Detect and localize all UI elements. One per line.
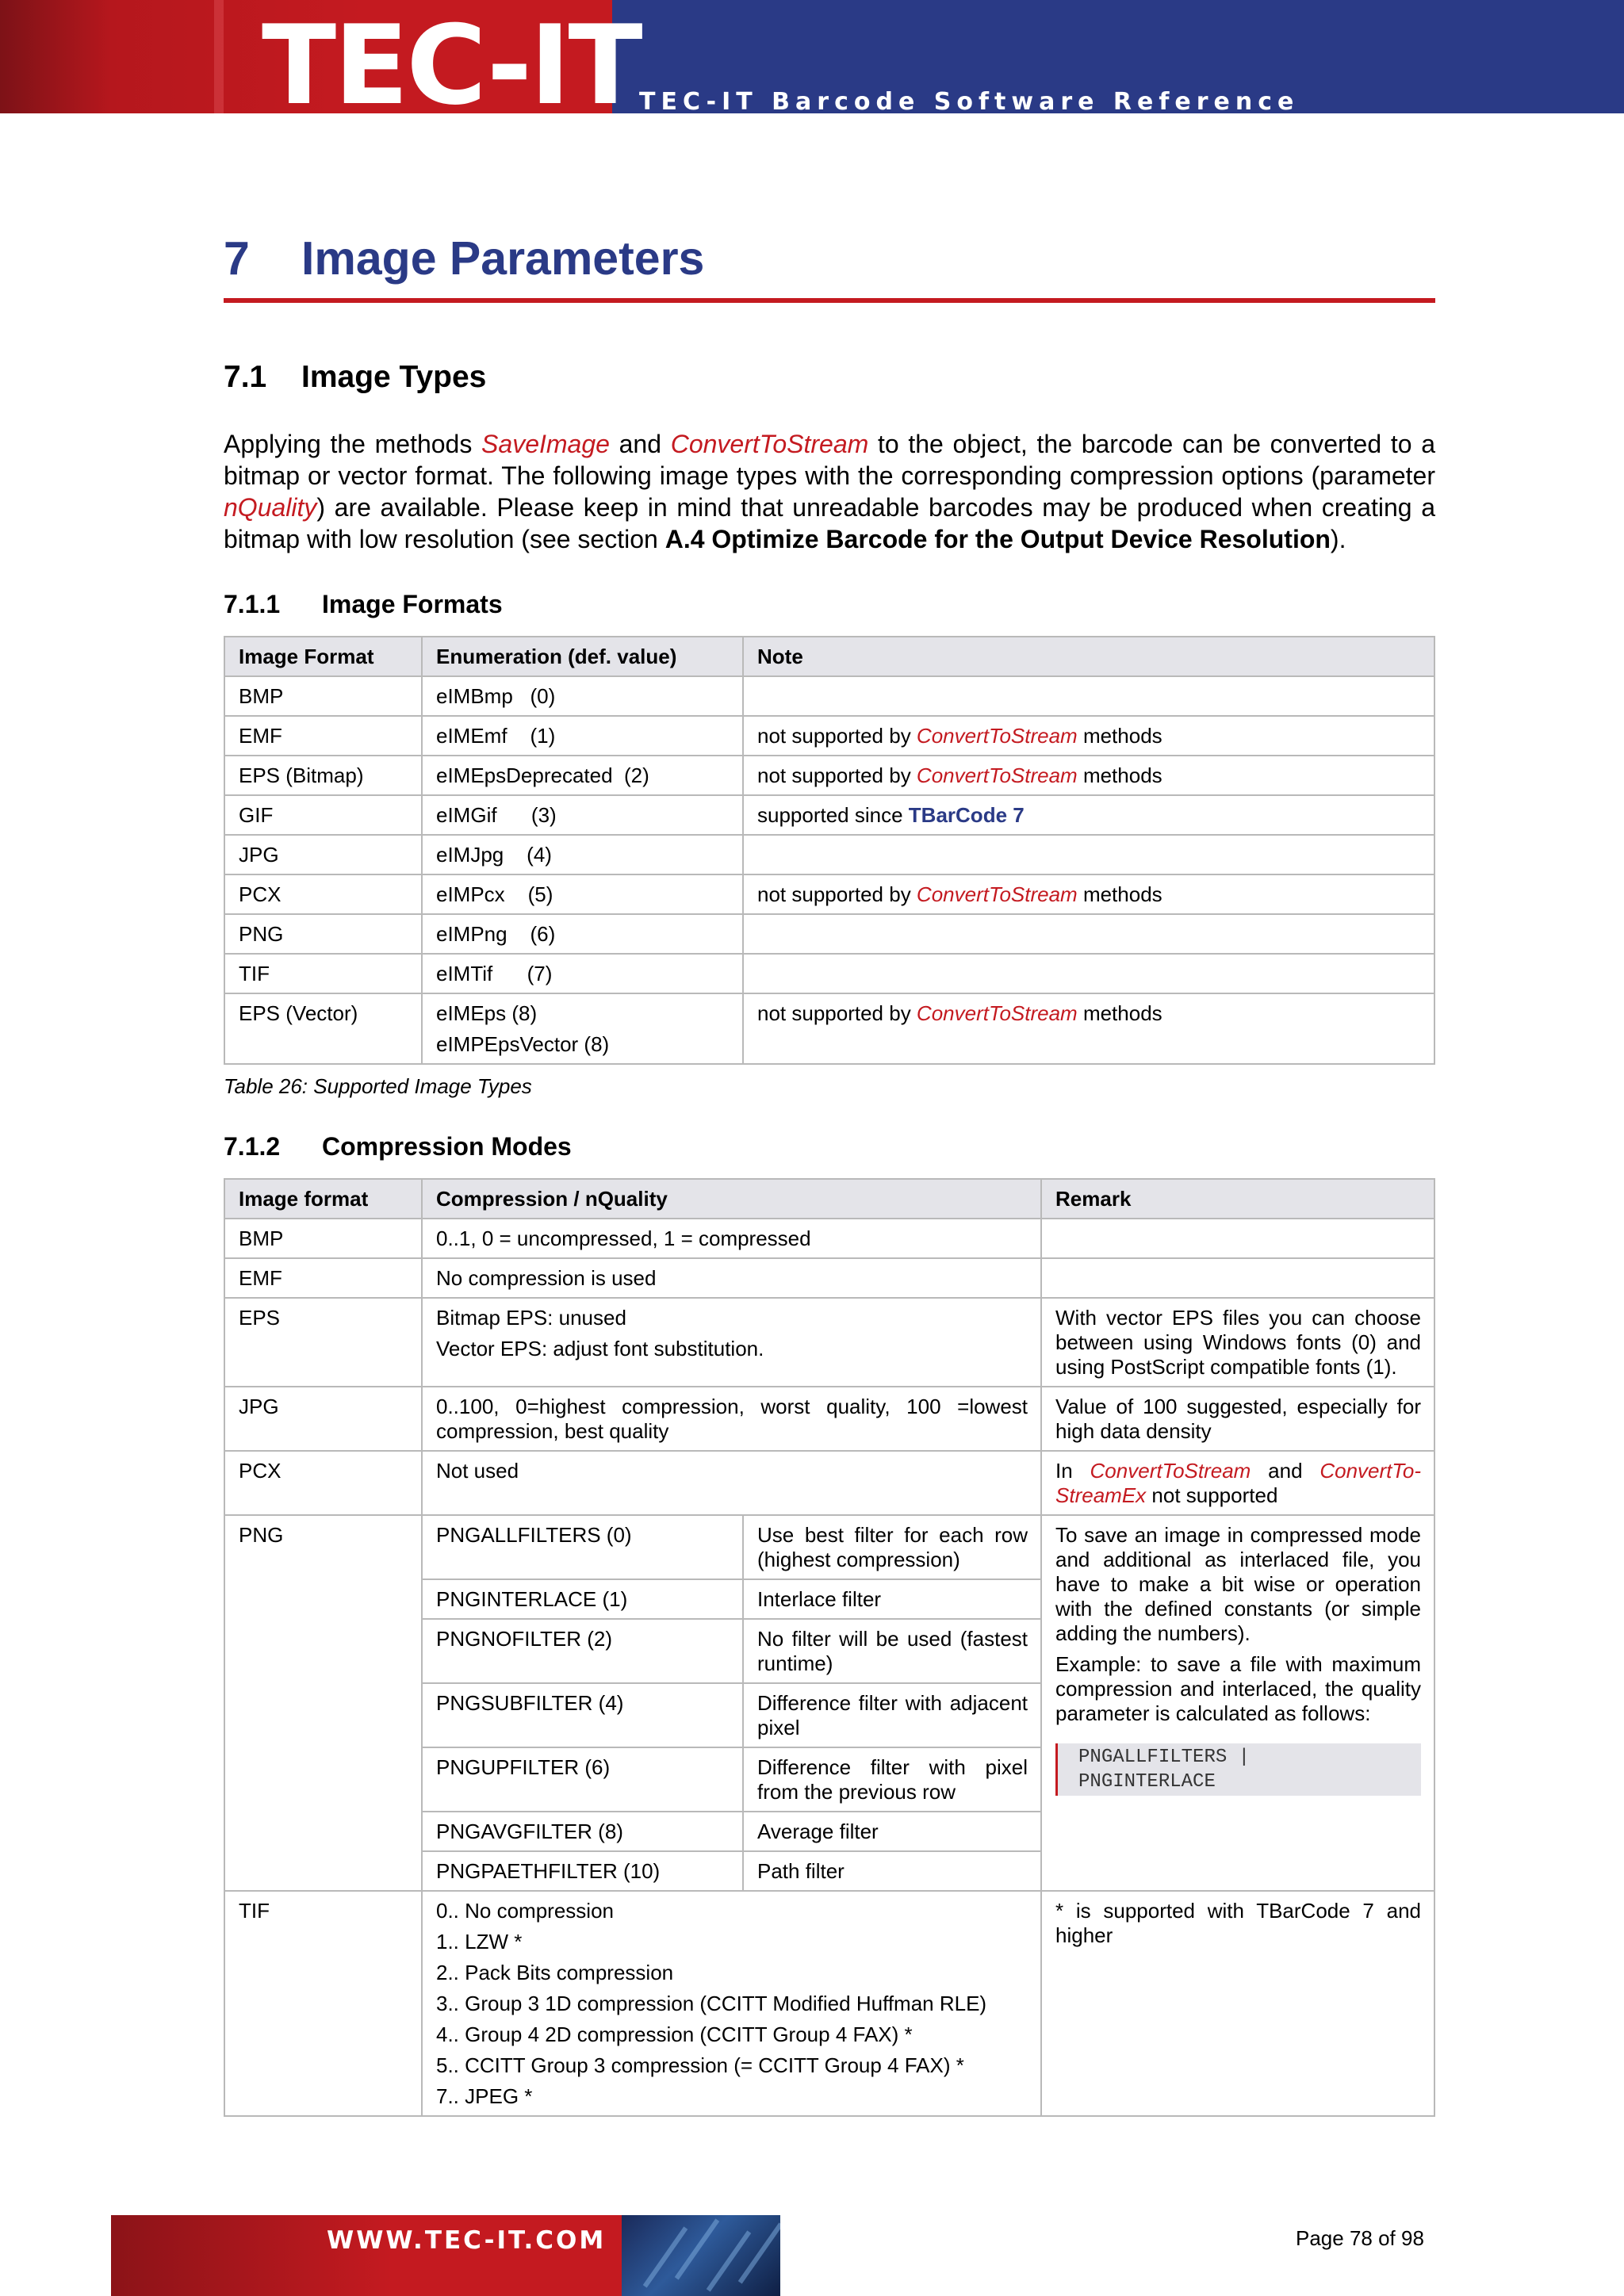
table-row	[224, 1515, 1434, 1579]
enum-cell: eIMPng (6)	[422, 914, 743, 954]
enum-cell: eIMEpsDeprecated (2)	[422, 756, 743, 795]
remark-text: and	[1251, 1459, 1320, 1483]
table-caption: Table 26: Supported Image Types	[224, 1074, 532, 1098]
subsection-title: Image Formats	[322, 590, 503, 618]
format-cell: EPS (Vector)	[224, 993, 422, 1064]
table-row	[224, 1387, 1434, 1451]
table-row	[224, 756, 1434, 795]
note-cell	[743, 874, 1434, 914]
format-cell: PNG	[224, 914, 422, 954]
format-cell: JPG	[224, 835, 422, 874]
format-cell: TIF	[224, 954, 422, 993]
remark-cell: With vector EPS files you can choose between using Windows fonts (0) and using PostScript compatible fonts (1).	[1041, 1298, 1434, 1387]
enum-cell: eIMTif (7)	[422, 954, 743, 993]
chapter-heading	[224, 230, 1435, 287]
note-suffix: methods	[1077, 763, 1162, 787]
format-cell: PCX	[224, 1451, 422, 1515]
remark-method: ConvertTo-StreamEx	[1055, 1459, 1421, 1507]
method-saveimage: SaveImage	[481, 430, 610, 458]
filter-desc-cell: Difference filter with adjacent pixel	[743, 1683, 1041, 1747]
format-cell: BMP	[224, 676, 422, 716]
note-product: TBarCode 7	[908, 803, 1025, 827]
note-prefix: supported since	[757, 803, 909, 827]
note-cell	[743, 756, 1434, 795]
table-row	[224, 874, 1434, 914]
page-content	[224, 230, 1435, 2117]
header-streak	[214, 0, 224, 113]
tif-option: 2.. Pack Bits compression	[436, 1961, 674, 1984]
subsection-formats-heading	[224, 588, 1435, 620]
filter-desc-cell: No filter will be used (fastest runtime)	[743, 1619, 1041, 1683]
note-method: ConvertToStream	[916, 763, 1078, 787]
note-cell	[743, 716, 1434, 756]
format-cell: EPS (Bitmap)	[224, 756, 422, 795]
section-title: Image Types	[301, 360, 487, 394]
compression-cell: 0..1, 0 = uncompressed, 1 = compressed	[422, 1219, 1041, 1258]
format-cell: GIF	[224, 795, 422, 835]
column-header: Image Format	[224, 637, 422, 676]
enum-cell: eIMGif (3)	[422, 795, 743, 835]
page-number: Page 78 of 98	[1296, 2226, 1424, 2250]
table-header-row	[224, 1179, 1434, 1219]
table-row	[224, 914, 1434, 954]
column-header: Remark	[1041, 1179, 1434, 1219]
enum-cell: eIMPcx (5)	[422, 874, 743, 914]
remark-cell	[1041, 1258, 1434, 1298]
intro-text-5: ).	[1330, 525, 1346, 553]
section-reference: A.4 Optimize Barcode for the Output Device Resolution	[665, 525, 1331, 553]
note-method: ConvertToStream	[916, 1001, 1078, 1025]
subsection-number: 7.1.1	[224, 590, 281, 618]
table-row	[224, 1451, 1434, 1515]
filter-name-cell: PNGAVGFILTER (8)	[422, 1812, 743, 1851]
intro-text-1: Applying the methods	[224, 430, 482, 458]
note-cell	[743, 795, 1434, 835]
compression-line: Vector EPS: adjust font substitution.	[436, 1337, 764, 1360]
remark-cell	[1041, 1515, 1434, 1891]
table-row	[224, 835, 1434, 874]
format-cell: PNG	[224, 1515, 422, 1891]
table-header-row	[224, 637, 1434, 676]
intro-paragraph	[224, 428, 1435, 555]
format-cell: PCX	[224, 874, 422, 914]
format-cell: TIF	[224, 1891, 422, 2116]
intro-text-3: to the object, the barcode can be converted to a bitmap or vector format. The following image types with the corresponding compression options (parameter	[224, 430, 1436, 490]
subsection-number: 7.1.2	[224, 1132, 281, 1161]
intro-text-2: and	[609, 430, 671, 458]
png-remark: To save an image in compressed mode and additional as interlaced file, you have to make a bit wise or operation with the defined constants (or simple adding the numbers).	[1055, 1523, 1421, 1645]
filter-name-cell: PNGUPFILTER (6)	[422, 1747, 743, 1812]
compression-modes-table	[224, 1178, 1435, 2117]
compression-cell: No compression is used	[422, 1258, 1041, 1298]
column-header: Enumeration (def. value)	[422, 637, 743, 676]
chapter-number: 7	[224, 232, 250, 285]
table-row	[224, 1219, 1434, 1258]
tif-option: 1.. LZW *	[436, 1930, 523, 1954]
column-header: Compression / nQuality	[422, 1179, 1041, 1219]
remark-cell: * is supported with TBarCode 7 and higher	[1041, 1891, 1434, 2116]
note-cell	[743, 993, 1434, 1064]
filter-name-cell: PNGINTERLACE (1)	[422, 1579, 743, 1619]
chapter-rule	[224, 298, 1435, 303]
enum-cell: eIMJpg (4)	[422, 835, 743, 874]
remark-text: not supported	[1146, 1483, 1278, 1507]
code-snippet	[1055, 1743, 1421, 1796]
note-cell	[743, 954, 1434, 993]
note-suffix: methods	[1077, 1001, 1162, 1025]
filter-desc-cell: Difference filter with pixel from the previous row	[743, 1747, 1041, 1812]
section-heading	[224, 358, 1435, 396]
format-cell: EPS	[224, 1298, 422, 1387]
note-prefix: not supported by	[757, 724, 917, 748]
footer-decorative-image	[622, 2215, 780, 2296]
table-row	[224, 1298, 1434, 1387]
png-example: Example: to save a file with maximum compression and interlaced, the quality parameter is calculated as follows:	[1055, 1652, 1421, 1725]
compression-line: Bitmap EPS: unused	[436, 1306, 626, 1330]
filter-desc-cell: Average filter	[743, 1812, 1041, 1851]
table-row	[224, 1258, 1434, 1298]
note-cell	[743, 914, 1434, 954]
filter-desc-cell: Path filter	[743, 1851, 1041, 1891]
compression-cell	[422, 1298, 1041, 1387]
filter-name-cell: PNGPAETHFILTER (10)	[422, 1851, 743, 1891]
remark-cell	[1041, 1451, 1434, 1515]
note-suffix: methods	[1077, 882, 1162, 906]
enum-cell: eIMBmp (0)	[422, 676, 743, 716]
note-cell	[743, 676, 1434, 716]
note-method: ConvertToStream	[916, 724, 1078, 748]
tif-option: 4.. Group 4 2D compression (CCITT Group 4 FAX) *	[436, 2022, 913, 2046]
column-header: Note	[743, 637, 1434, 676]
subsection-compression-heading	[224, 1131, 1435, 1162]
note-cell	[743, 835, 1434, 874]
format-cell: JPG	[224, 1387, 422, 1451]
table-row	[224, 993, 1434, 1064]
code-line: PNGINTERLACE	[1078, 1771, 1216, 1793]
method-converttostream: ConvertToStream	[670, 430, 869, 458]
tif-option: 5.. CCITT Group 3 compression (= CCITT Group 4 FAX) *	[436, 2053, 964, 2077]
filter-desc-cell: Use best filter for each row (highest compression)	[743, 1515, 1041, 1579]
format-cell: EMF	[224, 716, 422, 756]
image-formats-table	[224, 636, 1435, 1065]
table-row	[224, 716, 1434, 756]
note-prefix: not supported by	[757, 1001, 917, 1025]
enum-line: eIMPEpsVector (8)	[436, 1032, 610, 1056]
note-prefix: not supported by	[757, 763, 917, 787]
chapter-title: Image Parameters	[301, 232, 705, 285]
note-method: ConvertToStream	[916, 882, 1078, 906]
filter-name-cell: PNGSUBFILTER (4)	[422, 1683, 743, 1747]
compression-cell: 0..100, 0=highest compression, worst quality, 100 =lowest compression, best quality	[422, 1387, 1041, 1451]
remark-cell: Value of 100 suggested, especially for high data density	[1041, 1387, 1434, 1451]
remark-method: ConvertToStream	[1090, 1459, 1251, 1483]
tec-it-logo: TEC-IT	[262, 2, 641, 113]
table-row	[224, 676, 1434, 716]
column-header: Image format	[224, 1179, 422, 1219]
section-number: 7.1	[224, 360, 267, 394]
filter-name-cell: PNGNOFILTER (2)	[422, 1619, 743, 1683]
table-row	[224, 954, 1434, 993]
filter-desc-cell: Interlace filter	[743, 1579, 1041, 1619]
compression-cell: Not used	[422, 1451, 1041, 1515]
remark-cell	[1041, 1219, 1434, 1258]
enum-cell: eIMEmf (1)	[422, 716, 743, 756]
compression-cell	[422, 1891, 1041, 2116]
filter-name-cell: PNGALLFILTERS (0)	[422, 1515, 743, 1579]
table-row	[224, 1891, 1434, 2116]
tif-option: 0.. No compression	[436, 1899, 614, 1923]
tif-option: 3.. Group 3 1D compression (CCITT Modified Huffman RLE)	[436, 1992, 987, 2015]
format-cell: BMP	[224, 1219, 422, 1258]
table-row	[224, 795, 1434, 835]
param-nquality: nQuality	[224, 493, 317, 522]
subsection-title: Compression Modes	[322, 1132, 572, 1161]
tif-option: 7.. JPEG *	[436, 2084, 533, 2108]
header-title: TEC-IT Barcode Software Reference	[639, 88, 1300, 113]
enum-cell	[422, 993, 743, 1064]
format-cell: EMF	[224, 1258, 422, 1298]
note-prefix: not supported by	[757, 882, 917, 906]
page-header	[0, 0, 1624, 113]
remark-text: In	[1055, 1459, 1090, 1483]
intro-text-4: ) are available. Please keep in mind that unreadable barcodes may be produced when creating a bitmap with low resolution (see section	[224, 493, 1435, 553]
footer-url[interactable]: WWW.TEC-IT.COM	[327, 2226, 607, 2255]
enum-line: eIMEps (8)	[436, 1001, 538, 1025]
note-suffix: methods	[1077, 724, 1162, 748]
code-line: PNGALLFILTERS |	[1078, 1747, 1251, 1768]
